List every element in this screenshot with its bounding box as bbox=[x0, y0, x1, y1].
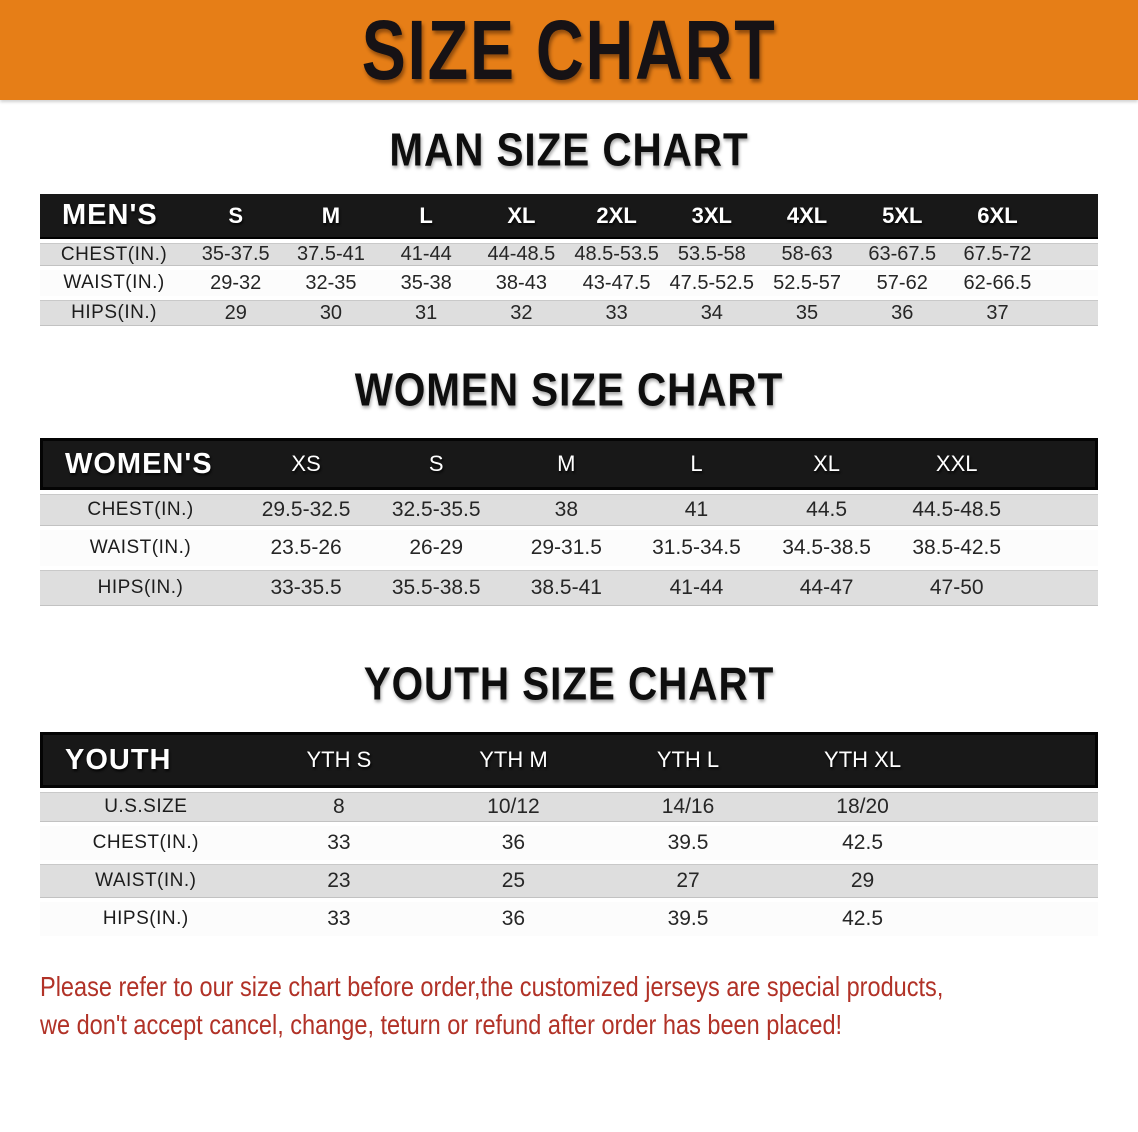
disclaimer-line-2: we don't accept cancel, change, teturn or refund after order has been placed! bbox=[40, 1009, 843, 1040]
men-section-title: MAN SIZE CHART bbox=[389, 124, 749, 177]
disclaimer bbox=[40, 968, 1115, 1044]
measurement-cell: 36 bbox=[426, 902, 601, 940]
measurement-cell: 29 bbox=[775, 864, 950, 902]
measurement-cell: 29-31.5 bbox=[501, 530, 631, 570]
men-size-table bbox=[40, 194, 1098, 330]
measurement-cell: 26-29 bbox=[371, 530, 501, 570]
measurement-cell: 47.5-52.5 bbox=[664, 270, 759, 300]
measurement-cell: 53.5-58 bbox=[664, 239, 759, 270]
measurement-cell: 14/16 bbox=[601, 788, 776, 826]
filler-cell bbox=[1022, 490, 1098, 530]
measurement-cell: 32-35 bbox=[283, 270, 378, 300]
column-header: S bbox=[371, 438, 501, 490]
column-header: M bbox=[501, 438, 631, 490]
header-row bbox=[40, 194, 1098, 239]
column-header: 2XL bbox=[569, 194, 664, 239]
measurement-cell: 35 bbox=[759, 300, 854, 330]
filler-cell bbox=[1045, 239, 1098, 270]
measurement-cell: 44-47 bbox=[762, 570, 892, 610]
row-label: HIPS(IN.) bbox=[40, 300, 188, 330]
table-row bbox=[40, 788, 1098, 826]
filler-cell bbox=[950, 732, 1098, 788]
banner-title: SIZE CHART bbox=[361, 1, 777, 97]
measurement-cell: 36 bbox=[426, 826, 601, 864]
table-row bbox=[40, 239, 1098, 270]
column-header: 3XL bbox=[664, 194, 759, 239]
measurement-cell: 39.5 bbox=[601, 902, 776, 940]
measurement-cell: 33-35.5 bbox=[241, 570, 371, 610]
measurement-cell: 33 bbox=[252, 826, 427, 864]
measurement-cell: 37 bbox=[950, 300, 1045, 330]
row-label: WAIST(IN.) bbox=[40, 530, 241, 570]
measurement-cell: 44.5-48.5 bbox=[892, 490, 1022, 530]
table-title-cell: MEN'S bbox=[40, 194, 188, 239]
header-row bbox=[40, 732, 1098, 788]
column-header: YTH L bbox=[601, 732, 776, 788]
row-label: U.S.SIZE bbox=[40, 788, 252, 826]
disclaimer-line-1: Please refer to our size chart before order,the customized jerseys are special products, bbox=[40, 971, 944, 1002]
column-header: YTH M bbox=[426, 732, 601, 788]
measurement-cell: 30 bbox=[283, 300, 378, 330]
row-label: CHEST(IN.) bbox=[40, 239, 188, 270]
measurement-cell: 52.5-57 bbox=[759, 270, 854, 300]
women-section-title: WOMEN SIZE CHART bbox=[354, 364, 784, 417]
measurement-cell: 48.5-53.5 bbox=[569, 239, 664, 270]
measurement-cell: 33 bbox=[569, 300, 664, 330]
women-section bbox=[0, 366, 1138, 610]
column-header: L bbox=[379, 194, 474, 239]
measurement-cell: 43-47.5 bbox=[569, 270, 664, 300]
men-section bbox=[0, 126, 1138, 330]
column-header: XS bbox=[241, 438, 371, 490]
measurement-cell: 67.5-72 bbox=[950, 239, 1045, 270]
measurement-cell: 34 bbox=[664, 300, 759, 330]
measurement-cell: 42.5 bbox=[775, 902, 950, 940]
measurement-cell: 38.5-41 bbox=[501, 570, 631, 610]
table-row bbox=[40, 902, 1098, 940]
measurement-cell: 38 bbox=[501, 490, 631, 530]
measurement-cell: 29-32 bbox=[188, 270, 283, 300]
measurement-cell: 35.5-38.5 bbox=[371, 570, 501, 610]
header-row bbox=[40, 438, 1098, 490]
column-header: XL bbox=[474, 194, 569, 239]
measurement-cell: 39.5 bbox=[601, 826, 776, 864]
measurement-cell: 23 bbox=[252, 864, 427, 902]
column-header: XL bbox=[762, 438, 892, 490]
table-row bbox=[40, 826, 1098, 864]
measurement-cell: 38-43 bbox=[474, 270, 569, 300]
measurement-cell: 27 bbox=[601, 864, 776, 902]
measurement-cell: 41-44 bbox=[631, 570, 761, 610]
table-row bbox=[40, 300, 1098, 330]
filler-cell bbox=[950, 788, 1098, 826]
column-header: YTH XL bbox=[775, 732, 950, 788]
column-header: 6XL bbox=[950, 194, 1045, 239]
youth-section bbox=[0, 660, 1138, 940]
table-row bbox=[40, 570, 1098, 610]
filler-cell bbox=[950, 902, 1098, 940]
table-row bbox=[40, 864, 1098, 902]
measurement-cell: 63-67.5 bbox=[855, 239, 950, 270]
measurement-cell: 41 bbox=[631, 490, 761, 530]
measurement-cell: 44.5 bbox=[762, 490, 892, 530]
youth-section-title: YOUTH SIZE CHART bbox=[363, 658, 775, 711]
table-row bbox=[40, 530, 1098, 570]
measurement-cell: 31 bbox=[379, 300, 474, 330]
filler-cell bbox=[1045, 270, 1098, 300]
filler-cell bbox=[1022, 530, 1098, 570]
youth-size-table bbox=[40, 732, 1098, 940]
row-label: WAIST(IN.) bbox=[40, 864, 252, 902]
measurement-cell: 37.5-41 bbox=[283, 239, 378, 270]
row-label: CHEST(IN.) bbox=[40, 826, 252, 864]
measurement-cell: 8 bbox=[252, 788, 427, 826]
measurement-cell: 18/20 bbox=[775, 788, 950, 826]
measurement-cell: 33 bbox=[252, 902, 427, 940]
row-label: HIPS(IN.) bbox=[40, 570, 241, 610]
measurement-cell: 10/12 bbox=[426, 788, 601, 826]
table-row bbox=[40, 270, 1098, 300]
measurement-cell: 32.5-35.5 bbox=[371, 490, 501, 530]
banner bbox=[0, 0, 1138, 100]
table-title-cell: WOMEN'S bbox=[40, 438, 241, 490]
table-row bbox=[40, 490, 1098, 530]
measurement-cell: 34.5-38.5 bbox=[762, 530, 892, 570]
column-header: L bbox=[631, 438, 761, 490]
measurement-cell: 23.5-26 bbox=[241, 530, 371, 570]
measurement-cell: 35-38 bbox=[379, 270, 474, 300]
filler-cell bbox=[950, 864, 1098, 902]
measurement-cell: 29.5-32.5 bbox=[241, 490, 371, 530]
measurement-cell: 41-44 bbox=[379, 239, 474, 270]
column-header: YTH S bbox=[252, 732, 427, 788]
measurement-cell: 57-62 bbox=[855, 270, 950, 300]
measurement-cell: 47-50 bbox=[892, 570, 1022, 610]
women-size-table bbox=[40, 438, 1098, 610]
column-header: M bbox=[283, 194, 378, 239]
measurement-cell: 38.5-42.5 bbox=[892, 530, 1022, 570]
measurement-cell: 32 bbox=[474, 300, 569, 330]
row-label: CHEST(IN.) bbox=[40, 490, 241, 530]
measurement-cell: 62-66.5 bbox=[950, 270, 1045, 300]
filler-cell bbox=[1045, 194, 1098, 239]
measurement-cell: 29 bbox=[188, 300, 283, 330]
filler-cell bbox=[950, 826, 1098, 864]
measurement-cell: 36 bbox=[855, 300, 950, 330]
measurement-cell: 58-63 bbox=[759, 239, 854, 270]
measurement-cell: 25 bbox=[426, 864, 601, 902]
column-header: 5XL bbox=[855, 194, 950, 239]
measurement-cell: 35-37.5 bbox=[188, 239, 283, 270]
column-header: 4XL bbox=[759, 194, 854, 239]
measurement-cell: 44-48.5 bbox=[474, 239, 569, 270]
column-header: S bbox=[188, 194, 283, 239]
row-label: WAIST(IN.) bbox=[40, 270, 188, 300]
row-label: HIPS(IN.) bbox=[40, 902, 252, 940]
filler-cell bbox=[1022, 570, 1098, 610]
filler-cell bbox=[1045, 300, 1098, 330]
table-title-cell: YOUTH bbox=[40, 732, 252, 788]
measurement-cell: 31.5-34.5 bbox=[631, 530, 761, 570]
filler-cell bbox=[1022, 438, 1098, 490]
column-header: XXL bbox=[892, 438, 1022, 490]
measurement-cell: 42.5 bbox=[775, 826, 950, 864]
